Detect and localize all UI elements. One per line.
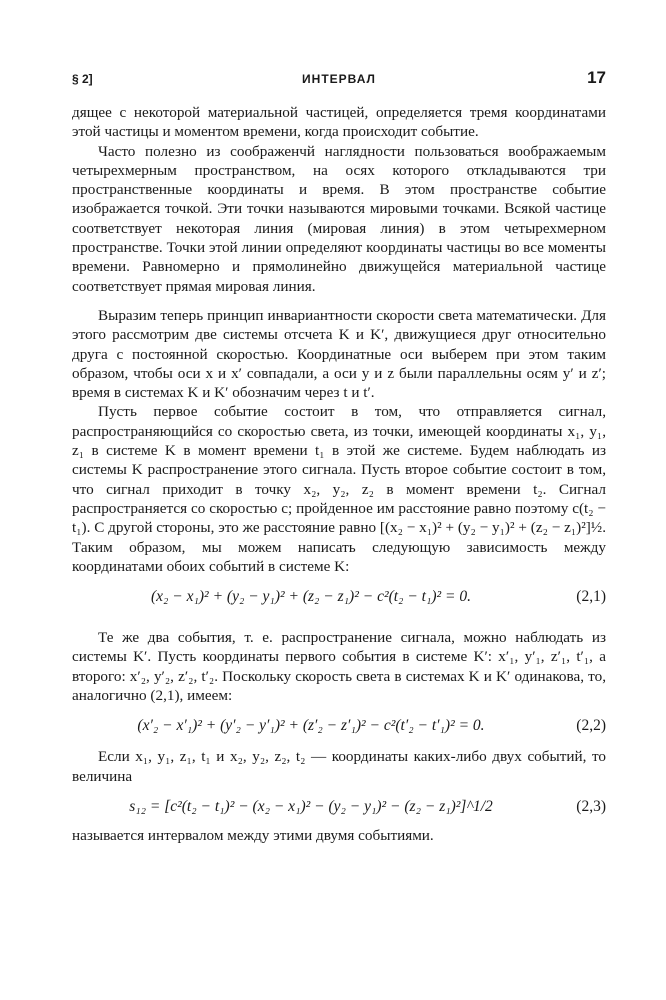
paragraph-invariance: Выразим теперь принцип инвариантности скорости света математически. Для этого рассмотрим две системы отсчета K и K′, движущиеся друг относительно друга с постоянной скоростью. Координатные оси выберем при этом таким образом, чтобы оси x и x′ совпадали, а оси y и z были параллельны осям y′ и z′; время в системах K и K′ обозначим через t и t′. — [72, 306, 606, 402]
paragraph-continued: дящее с некоторой материальной частицей, определяется тремя координатами этой частицы и моментом времени, когда происходит событие. — [72, 104, 606, 141]
paragraph-signal: Пусть первое событие состоит в том, что отправляется сигнал, распространяющийся со скоростью света, из точки, имеющей координаты x₁, y₁, z₁ в системе K в момент времени t₁ в этой же системе. Будем наблюдать из системы K распространение этого сигнала. Пусть второе событие состоит в том, что сигнал приходит в точку x₂, y₂, z₂ в момент времени t₂. Сигнал распространяется со скоростью c; пройденное им расстояние равно поэтому c(t₂ − t₁). С другой стороны, это же расстояние равно [(x₂ − x₁)² + (y₂ − y₁)² + (z₂ − z₁)²]½. Таким образом, мы можем написать следующую зависимость между координатами обоих событий в системе K: — [72, 403, 606, 575]
body-text — [72, 103, 606, 845]
equation-formula: (x′₂ − x′₁)² + (y′₂ − y′₁)² + (z′₂ − z′₁)² − c²(t′₂ − t′₁)² = 0. — [137, 717, 485, 735]
paragraph-quantity: Если x₁, y₁, z₁, t₁ и x₂, y₂, z₂, t₂ — координаты каких-либо двух событий, то величина — [72, 748, 606, 785]
paragraph-interval-definition: называется интервалом между этими двумя событиями. — [72, 826, 434, 844]
equation-2-3 — [72, 786, 606, 826]
equation-2-2 — [72, 705, 606, 747]
equation-number: (2,3) — [576, 797, 606, 815]
paragraph-world-points: Часто полезно из соображенчй наглядности пользоваться воображаемым четырехмерным пространством, на осях которого откладываются три пространственные координаты и время. В этом пространстве событие изображается точкой. Эти точки называются мировыми точками. Всякой частице соответствует некоторая линия (мировая линия) в этом четырехмерном пространстве. Точки этой линии определяют координаты частицы во все моменты времени. Равномерно и прямолинейно движущейся материальной частице соответствует прямая мировая линия. — [72, 142, 606, 295]
page-number: 17 — [587, 68, 606, 87]
page-header — [72, 66, 606, 92]
equation-formula: (x₂ − x₁)² + (y₂ − y₁)² + (z₂ − z₁)² − c²(t₂ − t₁)² = 0. — [150, 588, 471, 606]
equation-2-1 — [72, 576, 606, 618]
equation-number: (2,1) — [576, 588, 606, 606]
running-title: ИНТЕРВАЛ — [302, 72, 376, 86]
paragraph-same-events: Те же два события, т. е. распространение сигнала, можно наблюдать из системы K′. Пусть координаты первого события в системе K′: x′₁, y′₁, z′₁, t′₁, а второго: x′₂, y′₂, z′₂, t′₂. Поскольку скорость света в системах K и K′ одинакова, то, аналогично (2,1), имеем: — [72, 629, 606, 705]
equation-formula: s₁₂ = [c²(t₂ − t₁)² − (x₂ − x₁)² − (y₂ − y₁)² − (z₂ − z₁)²]^1/2 — [129, 797, 493, 815]
section-marker: § 2] — [72, 72, 93, 86]
equation-number: (2,2) — [576, 717, 606, 735]
